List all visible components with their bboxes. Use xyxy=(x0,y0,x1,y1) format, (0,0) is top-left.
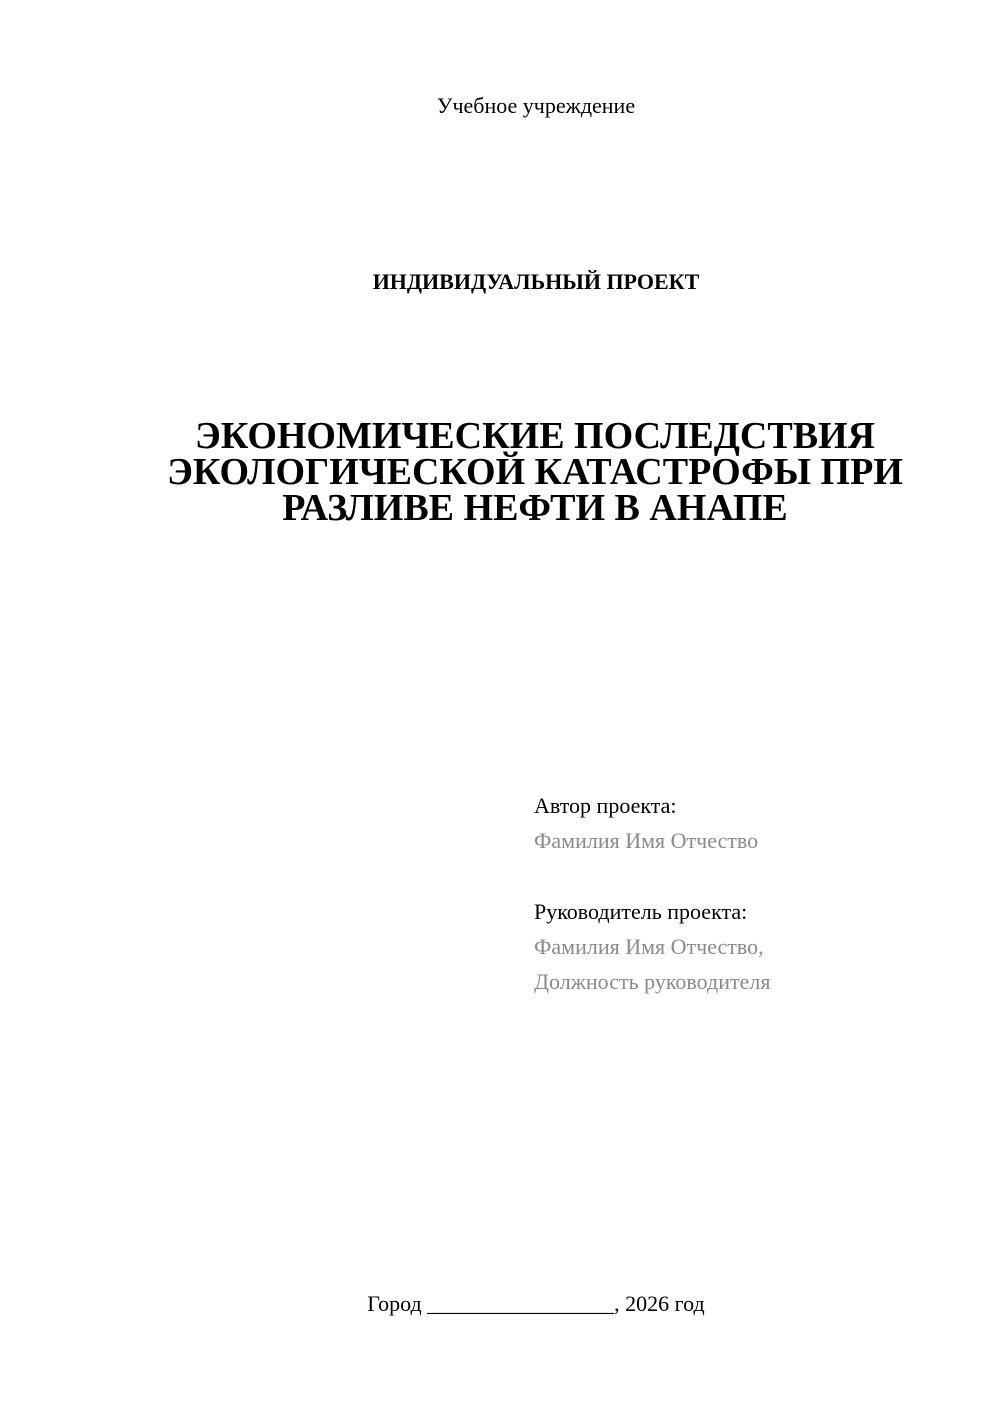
project-title-line-1: ЭКОНОМИЧЕСКИЕ ПОСЛЕДСТВИЯ xyxy=(194,415,876,457)
author-name: Фамилия Имя Отчество xyxy=(534,828,759,853)
supervisor-position: Должность руководителя xyxy=(534,969,771,994)
project-title xyxy=(100,415,970,529)
author-label: Автор проекта: xyxy=(534,793,677,818)
institution-name: Учебное учреждение xyxy=(436,93,636,118)
project-title-line-3: РАЗЛИВЕ НЕФТИ В АНАПЕ xyxy=(282,487,788,529)
city-year-line: Город _________________, 2026 год xyxy=(367,1291,705,1316)
supervisor-name: Фамилия Имя Отчество, xyxy=(534,934,764,959)
project-title-line-2: ЭКОЛОГИЧЕСКОЙ КАТАСТРОФЫ ПРИ xyxy=(167,451,903,493)
info-spacer xyxy=(534,858,974,894)
project-info-block xyxy=(534,788,974,999)
supervisor-label: Руководитель проекта: xyxy=(534,899,748,924)
project-type-heading: ИНДИВИДУАЛЬНЫЙ ПРОЕКТ xyxy=(372,269,700,294)
